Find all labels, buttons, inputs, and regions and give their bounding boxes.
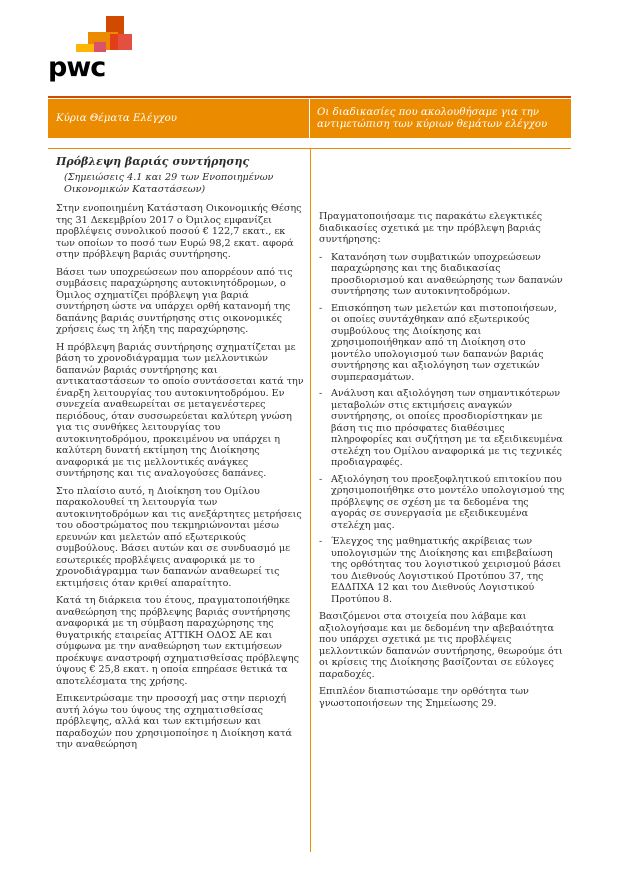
header-rule (48, 96, 571, 98)
brand-logo-text: pwc (48, 52, 106, 83)
list-item: - Ανάλυση και αξιολόγηση των σημαντικότερων μεταβολών στις εκτιμήσεις αναγκών συντήρησης, οι οποίες προσδιορίστηκαν με βάση τις πιο πρόσφατες διαθέσιμες πληροφορίες και συζήτηση με τα εξειδικευμένα στελέχη του Ομίλου αναφορικά με τις τεχνικές προδιαγραφές. (319, 388, 563, 468)
matter-paragraph: Επικεντρώσαμε την προσοχή μας στην περιοχή αυτή λόγω του ύψους της σχηματισθείσας πρόβλεψης, αλλά και των εκτιμήσεων και παραδοχών που χρησιμοποίησε η Διοίκηση κατά την αναθεώρηση (56, 693, 292, 750)
procedures-conclusion: Βασιζόμενοι στα στοιχεία που λάβαμε και αξιολογήσαμε και με δεδομένη την αβεβαιότητα που υπάρχει σχετικά με τις προβλέψεις μελλοντικών δαπανών συντήρησης, θεωρούμε ότι οι κρίσεις της Διοίκησης βασίζονται σε εύλογες παραδοχές. (319, 611, 563, 680)
list-item: - Αξιολόγηση του προεξοφλητικού επιτοκίου που χρησιμοποιήθηκε στο μοντέλο υπολογισμού της πρόβλεψης σε σχέση με τα δεδομένα της αγοράς σε συνεργασία με εξειδικευμένα στελέχη μας. (319, 473, 565, 531)
matter-paragraph: Η πρόβλεψη βαριάς συντήρησης σχηματίζεται με βάση το χρονοδιάγραμμα των μελλοντικών δαπανών βαριάς συντήρησης και αντικαταστάσεων το οποίο συντάσσεται κατά την έναρξη λειτουργίας του αυτοκινητοδρόμου. Εν συνεχεία αναθεωρείται σε μεταγενέστερες περιόδους, όταν συσσωρεύεται καλύτερη γνώση για τις συνθήκες λειτουργίας του αυτοκινητοδρόμου, προκειμένου να υπάρχει η καλύτερη δυνατή εκτίμηση της Διοίκησης αναφορικά με τις μελλοντικές ανάγκες συντήρησης και τις αναλογούσες δαπάνες. (56, 341, 304, 479)
list-item-text: Έλεγχος της μαθηματικής ακρίβειας των υπολογισμών της Διοίκησης και επιβεβαίωση της ορθότητας του λογιστικού χειρισμού βάσει του Διεθνούς Λογιστικού Προτύπου 37, της ΕΔΔΠΧΑ 12 και του Διεθνούς Λογιστικού Προτύπου 8. (331, 536, 561, 605)
procedures-column (319, 211, 565, 715)
matter-note: (Σημειώσεις 4.1 και 29 των Ενοποιημένων Οικονομικών Καταστάσεων) (64, 172, 274, 195)
matter-title: Πρόβλεψη βαριάς συντήρησης (56, 155, 250, 168)
procedures-intro: Πραγματοποιήσαμε τις παρακάτω ελεγκτικές διαδικασίες σχετικά με την πρόβλεψη βαριάς συντήρησης: (319, 211, 543, 245)
header-key-audit-matters: Κύρια Θέματα Ελέγχου (48, 99, 310, 138)
list-item-text: Ανάλυση και αξιολόγηση των σημαντικότερων μεταβολών στις εκτιμήσεις αναγκών συντήρησης, οι οποίες προσδιορίστηκαν με βάση τις πιο πρόσφατες διαθέσιμες πληροφορίες και συζήτηση με τα εξειδικευμένα στελέχη του Ομίλου αναφορικά με τις τεχνικές προδιαγραφές. (331, 388, 563, 468)
procedures-list (319, 252, 565, 606)
list-item-text: Επισκόπηση των μελετών και πιστοποιήσεων, οι οποίες συντάχθηκαν από εξωτερικούς συμβούλους της Διοίκησης και χρησιμοποιήθηκαν από τη Διοίκηση στο μοντέλο υπολογισμού των δαπανών βαριάς συντήρησης και αξιολόγηση των σχετικών συμπερασμάτων. (331, 302, 557, 383)
list-item-text: Αξιολόγηση του προεξοφλητικού επιτοκίου που χρησιμοποιήθηκε στο μοντέλο υπολογισμού της πρόβλεψης σε σχέση με τα δεδομένα της αγοράς σε συνεργασία με εξειδικευμένα στελέχη μας. (331, 473, 565, 531)
list-item: - Κατανόηση των συμβατικών υποχρεώσεων παραχώρησης και της διαδικασίας προσδιορισμού και αναθεώρησης των δαπανών συντήρησης των αυτοκινητοδρόμων. (319, 251, 563, 297)
list-item: - Έλεγχος της μαθηματικής ακρίβειας των υπολογισμών της Διοίκησης και επιβεβαίωση της ορθότητας του λογιστικού χειρισμού βάσει του Διεθνούς Λογιστικού Προτύπου 37, της ΕΔΔΠΧΑ 12 και του Διεθνούς Λογιστικού Προτύπου 8. (319, 536, 561, 605)
procedures-final: Επιπλέον διαπιστώσαμε την ορθότητα των γνωστοποιήσεων της Σημείωσης 29. (319, 686, 529, 709)
list-item-text: Κατανόηση των συμβατικών υποχρεώσεων παραχώρησης και της διαδικασίας προσδιορισμού και αναθεώρησης των δαπανών συντήρησης των αυτοκινητοδρόμων. (331, 251, 563, 297)
matter-paragraph: Κατά τη διάρκεια του έτους, πραγματοποιήθηκε αναθεώρηση της πρόβλεψης βαριάς συντήρησης αναφορικά με τη σύμβαση παραχώρησης της θυγατρικής εταιρείας ΑΤΤΙΚΗ ΟΔΟΣ ΑΕ και σύμφωνα με την αναθεώρηση των εκτιμήσεων προέκυψε αναστροφή σχηματισθείσας πρόβλεψης ύψους € 25,8 εκατ. η οποία επηρέασε θετικά τα αποτελέσματα της χρήσης. (56, 595, 300, 687)
table-header (48, 99, 571, 138)
list-item: - Επισκόπηση των μελετών και πιστοποιήσεων, οι οποίες συντάχθηκαν από εξωτερικούς συμβούλους της Διοίκησης και χρησιμοποιήθηκαν από τη Διοίκηση στο μοντέλο υπολογισμού των δαπανών βαριάς συντήρησης και αξιολόγηση των σχετικών συμπερασμάτων. (319, 302, 557, 383)
matter-paragraph: Βάσει των υποχρεώσεων που απορρέουν από τις συμβάσεις παραχώρησης αυτοκινητόδρομων, ο Όμιλος σχηματίζει πρόβλεψη για βαριά συντήρηση ώστε να υπάρχει ορθή κατανομή της δαπάνης βαριάς συντήρησης στις οικονομικές χρήσεις έως τη λήξη της παραχώρησης. (56, 266, 293, 335)
matter-paragraph: Στην ενοποιημένη Κατάσταση Οικονομικής Θέσης της 31 Δεκεμβρίου 2017 ο Όμιλος εμφανίζει προβλέψεις συνολικού ποσού € 122,7 εκατ., εκ των οποίων το ποσό των Ευρώ 98,2 εκατ. αφορά στην πρόβλεψη βαριάς συντήρησης. (56, 203, 302, 260)
table-body (48, 148, 571, 852)
matter-paragraph: Στο πλαίσιο αυτό, η Διοίκηση του Ομίλου παρακολουθεί τη λειτουργία των αυτοκινητοδρόμων και τις ανεξάρτητες μετρήσεις του οδοστρώματος που τεκμηριώνονται μέσω ερευνών και μελετών από εξωτερικούς συμβούλους. Βάσει αυτών και σε συνδυασμό με εσωτερικές προβλέψεις αναφορικά με το χρονοδιάγραμμα των δαπανών αναθεωρεί τις εκτιμήσεις όταν κριθεί απαραίτητο. (56, 485, 302, 589)
key-matter-column (56, 155, 304, 757)
column-divider (310, 149, 311, 852)
header-audit-procedures: Οι διαδικασίες που ακολουθήσαμε για την αντιμετώπιση των κύριων θεμάτων ελέγχου (317, 106, 548, 130)
